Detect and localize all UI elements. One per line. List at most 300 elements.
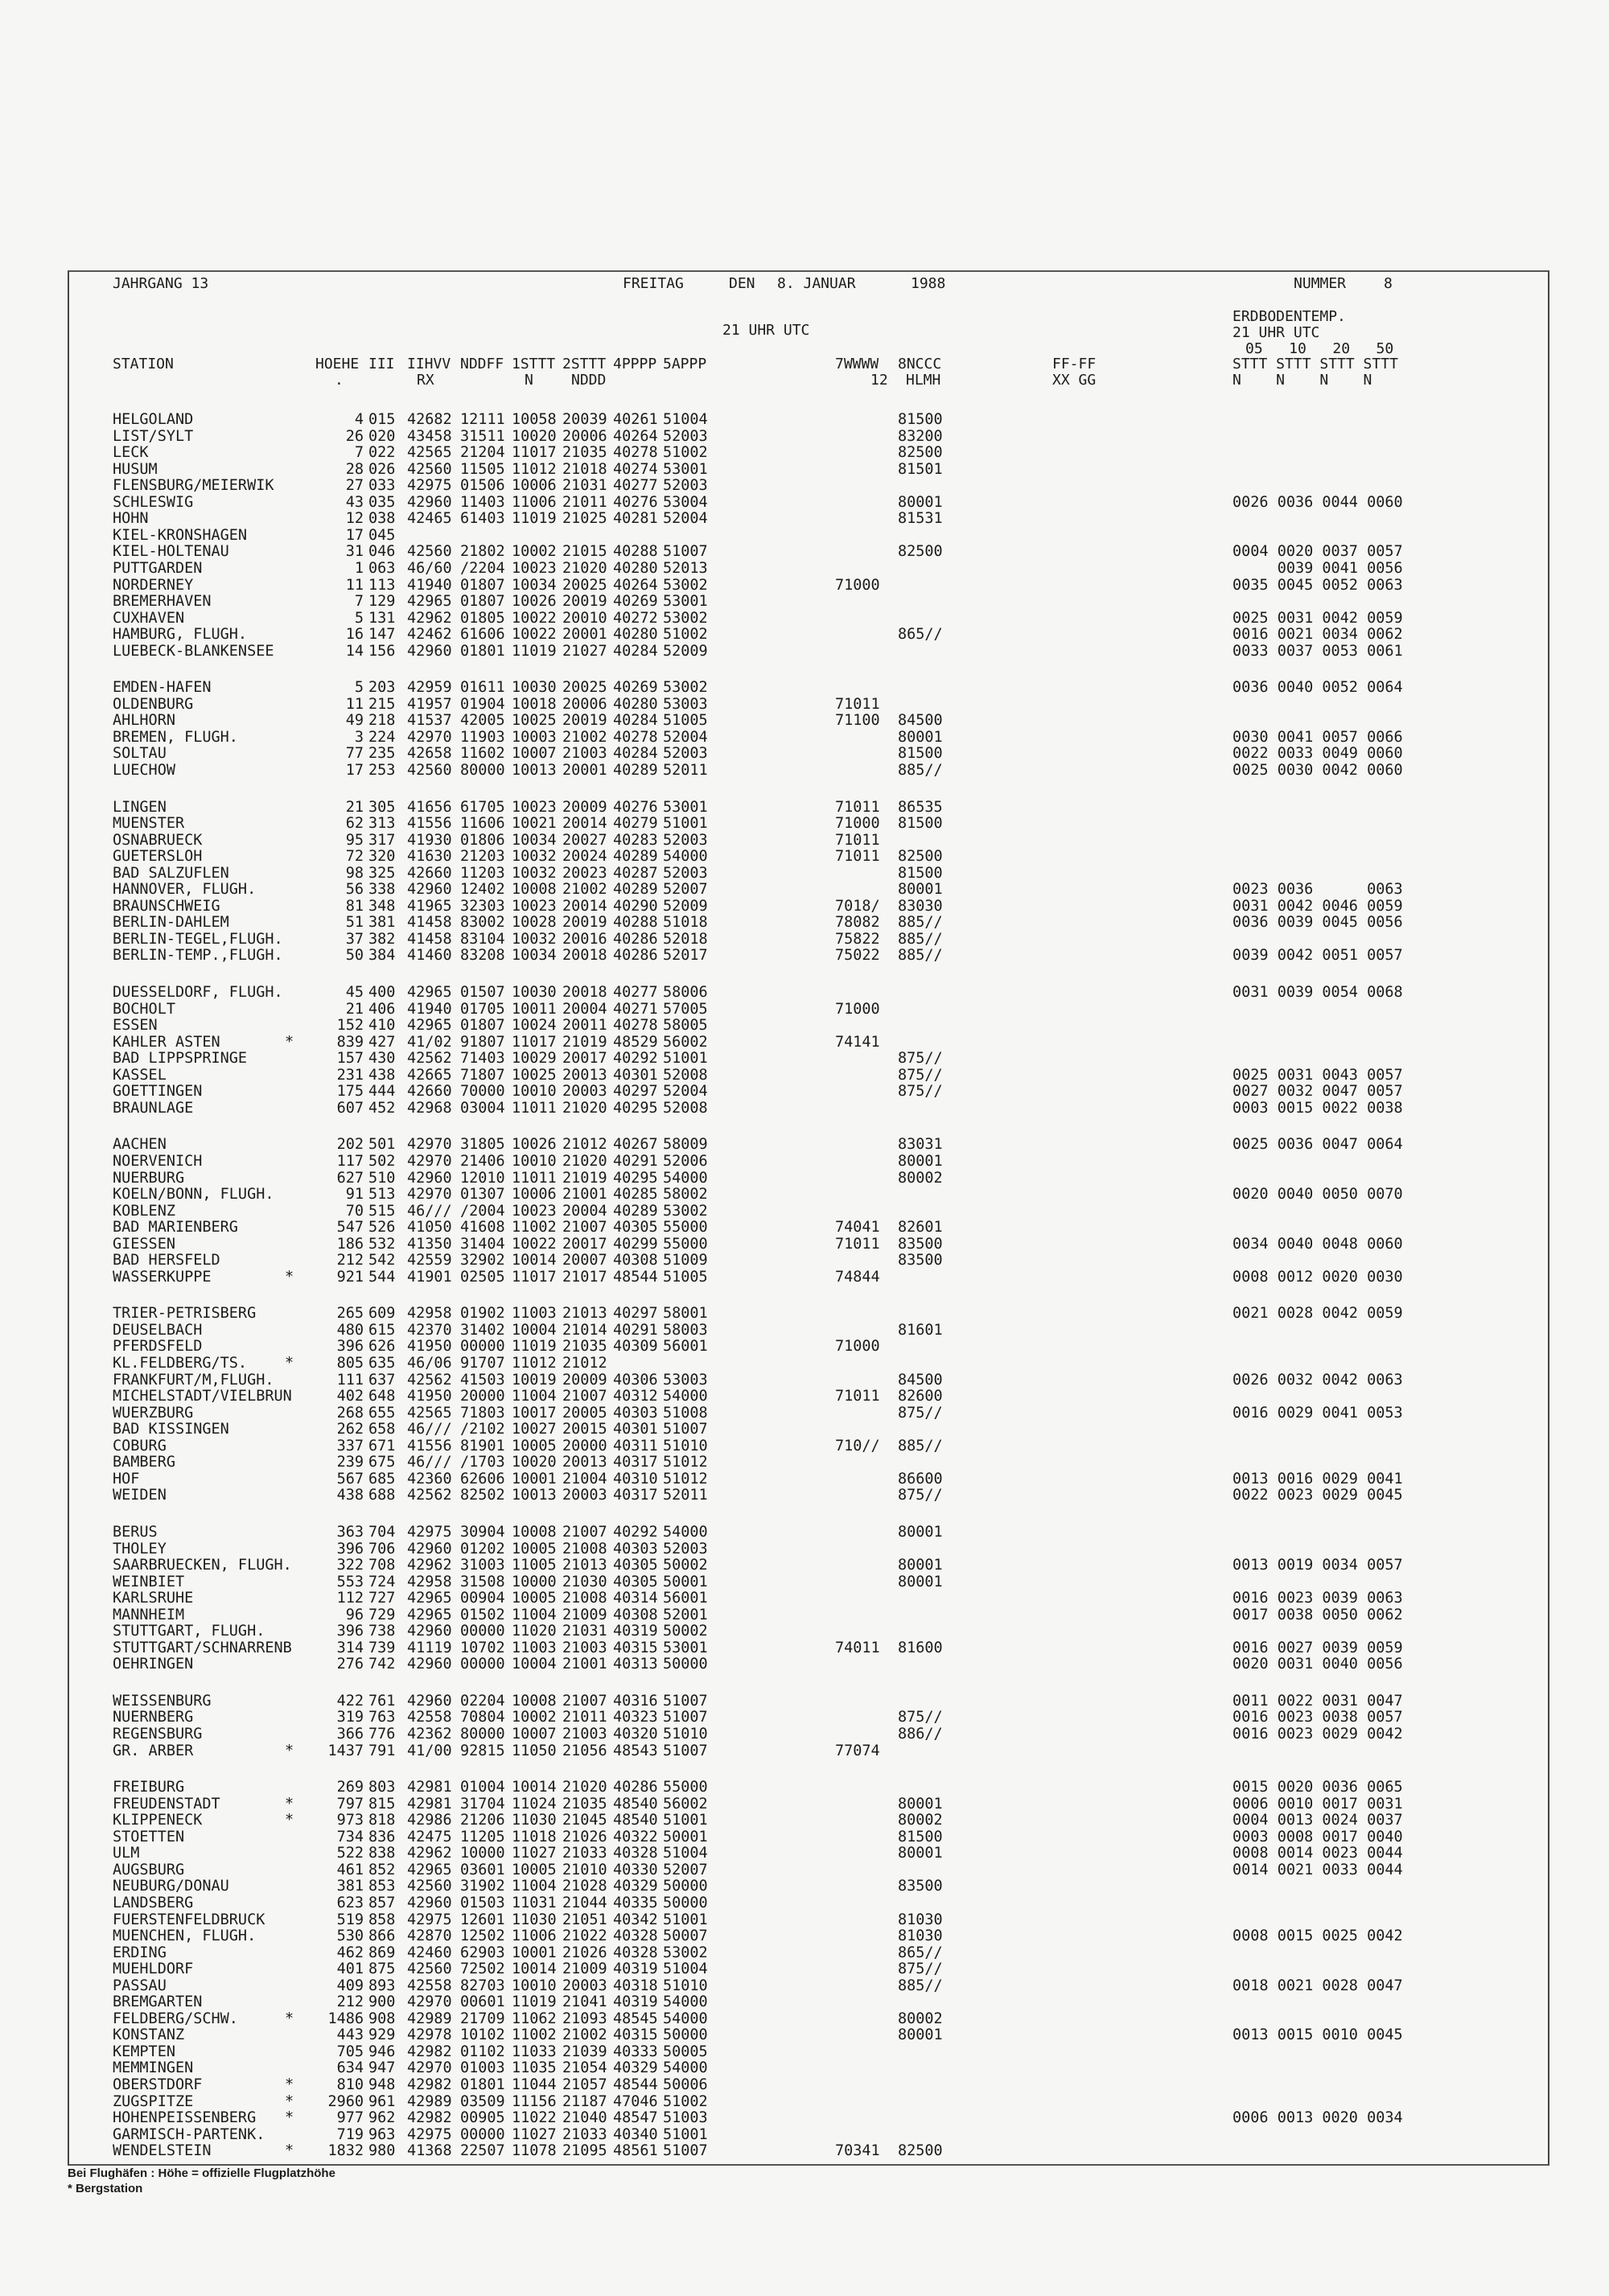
group-8nccc: 81500 bbox=[898, 815, 943, 832]
group-iihvv: 41/00 bbox=[407, 1743, 452, 1759]
group-1sttt: 10020 bbox=[512, 428, 557, 445]
table-row bbox=[69, 2093, 1548, 2110]
group-1sttt: 10004 bbox=[512, 1656, 557, 1673]
group-nddff: 21709 bbox=[460, 2010, 505, 2027]
weekday: FREITAG bbox=[623, 275, 684, 292]
station-name: LECK bbox=[113, 444, 149, 461]
group-5appp: 52013 bbox=[663, 560, 708, 577]
group-4pppp: 40277 bbox=[613, 984, 658, 1001]
group-2sttt: 21041 bbox=[562, 1994, 607, 2010]
station-name: HANNOVER, FLUGH. bbox=[113, 881, 257, 898]
group-5appp: 51001 bbox=[663, 2126, 708, 2143]
group-iihvv: 41537 bbox=[407, 712, 452, 729]
station-name: AHLHORN bbox=[113, 712, 175, 729]
group-nddff: 61403 bbox=[460, 510, 505, 527]
group-7wwww: 75022 bbox=[835, 947, 880, 964]
group-8nccc: 885// bbox=[898, 914, 943, 931]
table-row bbox=[69, 2059, 1548, 2076]
group-iihvv: 42965 bbox=[407, 1017, 452, 1034]
group-8nccc: 84500 bbox=[898, 712, 943, 729]
table-row bbox=[69, 1034, 1548, 1051]
group-2sttt: 21026 bbox=[562, 1829, 607, 1845]
group-2sttt: 20010 bbox=[562, 610, 607, 627]
group-8nccc: 885// bbox=[898, 931, 943, 948]
group-4pppp: 40297 bbox=[613, 1305, 658, 1322]
group-1sttt: 11002 bbox=[512, 2026, 557, 2043]
group-8nccc: 875// bbox=[898, 1050, 943, 1067]
group-5appp: 51008 bbox=[663, 1405, 708, 1422]
group-iihvv: 42665 bbox=[407, 1067, 452, 1084]
group-8nccc: 83500 bbox=[898, 1236, 943, 1253]
station-height: 319 bbox=[336, 1709, 364, 1726]
group-4pppp: 40303 bbox=[613, 1541, 658, 1557]
group-iihvv: 42965 bbox=[407, 984, 452, 1001]
group-2sttt: 21007 bbox=[562, 1219, 607, 1236]
group-iihvv: 42460 bbox=[407, 1944, 452, 1961]
mountain-station-mark: * bbox=[285, 1796, 294, 1813]
group-nddff: 21406 bbox=[460, 1153, 505, 1170]
group-7wwww: 71000 bbox=[835, 577, 880, 594]
station-name: OBERSTDORF bbox=[113, 2076, 203, 2093]
station-height: 366 bbox=[336, 1726, 364, 1743]
station-name: REGENSBURG bbox=[113, 1726, 203, 1743]
mountain-station-mark: * bbox=[285, 1269, 294, 1286]
group-4pppp: 40267 bbox=[613, 1136, 658, 1153]
group-5appp: 56001 bbox=[663, 1338, 708, 1355]
station-height: 14 bbox=[345, 643, 364, 660]
group-1sttt: 10034 bbox=[512, 832, 557, 849]
group-nddff: 01807 bbox=[460, 1017, 505, 1034]
station-name: ZUGSPITZE bbox=[113, 2093, 194, 2110]
group-5appp: 51007 bbox=[663, 543, 708, 560]
group-iihvv: 42975 bbox=[407, 1524, 452, 1541]
station-name: MUENSTER bbox=[113, 815, 185, 832]
group-5appp: 52004 bbox=[663, 510, 708, 527]
station-number: 045 bbox=[368, 527, 396, 544]
group-2sttt: 20009 bbox=[562, 799, 607, 816]
group-1sttt: 11078 bbox=[512, 2142, 557, 2159]
station-name: BREMGARTEN bbox=[113, 1994, 203, 2010]
group-nddff: 10702 bbox=[460, 1640, 505, 1656]
group-8nccc: 81030 bbox=[898, 1928, 943, 1944]
station-height: 5 bbox=[354, 679, 364, 696]
group-1sttt: 11011 bbox=[512, 1100, 557, 1117]
group-5appp: 54000 bbox=[663, 1388, 708, 1405]
table-row bbox=[69, 712, 1548, 729]
station-number: 038 bbox=[368, 510, 396, 527]
group-4pppp: 40305 bbox=[613, 1574, 658, 1590]
group-2sttt: 20016 bbox=[562, 931, 607, 948]
group-iihvv: 42986 bbox=[407, 1812, 452, 1829]
group-nddff: 41608 bbox=[460, 1219, 505, 1236]
station-height: 4 bbox=[354, 411, 364, 428]
group-2sttt: 20013 bbox=[562, 1454, 607, 1471]
station-number: 648 bbox=[368, 1388, 396, 1405]
station-name: LINGEN bbox=[113, 799, 167, 816]
group-4pppp: 40303 bbox=[613, 1405, 658, 1422]
observation-time: 21 UHR UTC bbox=[722, 322, 810, 339]
station-number: 063 bbox=[368, 560, 396, 577]
group-2sttt: 21022 bbox=[562, 1928, 607, 1944]
group-1sttt: 10005 bbox=[512, 1541, 557, 1557]
group-5appp: 51004 bbox=[663, 411, 708, 428]
group-5appp: 52003 bbox=[663, 745, 708, 762]
group-5appp: 53004 bbox=[663, 494, 708, 511]
group-1sttt: 10005 bbox=[512, 1590, 557, 1607]
station-number: 738 bbox=[368, 1623, 396, 1640]
group-5appp: 51010 bbox=[663, 1977, 708, 1994]
station-name: KIEL-HOLTENAU bbox=[113, 543, 229, 560]
station-name: FELDBERG/SCHW. bbox=[113, 2010, 238, 2027]
group-5appp: 51002 bbox=[663, 2093, 708, 2110]
station-name: MEMMINGEN bbox=[113, 2059, 194, 2076]
station-name: WUERZBURG bbox=[113, 1405, 194, 1422]
group-1sttt: 11019 bbox=[512, 1338, 557, 1355]
group-4pppp: 40278 bbox=[613, 444, 658, 461]
station-height: 634 bbox=[336, 2059, 364, 2076]
table-row bbox=[69, 984, 1548, 1001]
group-2sttt: 20006 bbox=[562, 696, 607, 713]
group-5appp: 52003 bbox=[663, 477, 708, 494]
group-1sttt: 10014 bbox=[512, 1961, 557, 1977]
group-8nccc: 80001 bbox=[898, 2026, 943, 2043]
group-nddff: 01102 bbox=[460, 2043, 505, 2060]
table-row bbox=[69, 2043, 1548, 2060]
group-2sttt: 21003 bbox=[562, 1726, 607, 1743]
group-1sttt: 11006 bbox=[512, 494, 557, 511]
station-name: LUECHOW bbox=[113, 762, 175, 779]
station-number: 658 bbox=[368, 1421, 396, 1438]
station-height: 31 bbox=[345, 543, 364, 560]
table-row bbox=[69, 1895, 1548, 1911]
mountain-station-mark: * bbox=[285, 2109, 294, 2126]
group-1sttt: 10034 bbox=[512, 947, 557, 964]
soil-temperatures: 0025 0031 0042 0059 bbox=[1232, 610, 1403, 627]
col-soil-n: N N N N bbox=[1232, 372, 1372, 389]
soil-temp-title: ERDBODENTEMP. bbox=[1232, 308, 1346, 325]
group-2sttt: 21010 bbox=[562, 1862, 607, 1878]
station-number: 015 bbox=[368, 411, 396, 428]
table-row bbox=[69, 477, 1548, 494]
station-height: 1437 bbox=[327, 1743, 364, 1759]
group-1sttt: 10030 bbox=[512, 679, 557, 696]
group-2sttt: 20027 bbox=[562, 832, 607, 849]
station-number: 815 bbox=[368, 1796, 396, 1813]
group-iihvv: 42960 bbox=[407, 1541, 452, 1557]
group-2sttt: 21019 bbox=[562, 1034, 607, 1051]
station-name: KASSEL bbox=[113, 1067, 167, 1084]
group-nddff: 81901 bbox=[460, 1438, 505, 1455]
table-row bbox=[69, 1693, 1548, 1710]
station-number: 637 bbox=[368, 1372, 396, 1389]
station-number: 739 bbox=[368, 1640, 396, 1656]
group-4pppp: 40286 bbox=[613, 931, 658, 948]
soil-temperatures: 0035 0045 0052 0063 bbox=[1232, 577, 1403, 594]
station-name: STUTTGART/SCHNARRENB bbox=[113, 1640, 292, 1656]
group-7wwww: 71000 bbox=[835, 1001, 880, 1018]
table-row bbox=[69, 832, 1548, 849]
group-nddff: 21802 bbox=[460, 543, 505, 560]
group-7wwww: 71011 bbox=[835, 1388, 880, 1405]
table-row bbox=[69, 1524, 1548, 1541]
group-iihvv: 41556 bbox=[407, 815, 452, 832]
group-iihvv: 46/// bbox=[407, 1454, 452, 1471]
group-8nccc: 875// bbox=[898, 1083, 943, 1100]
group-nddff: 11203 bbox=[460, 865, 505, 882]
group-5appp: 53002 bbox=[663, 1944, 708, 1961]
table-row bbox=[69, 1017, 1548, 1034]
station-name: NOERVENICH bbox=[113, 1153, 203, 1170]
station-height: 43 bbox=[345, 494, 364, 511]
group-2sttt: 21187 bbox=[562, 2093, 607, 2110]
station-number: 671 bbox=[368, 1438, 396, 1455]
group-4pppp: 40280 bbox=[613, 696, 658, 713]
station-name: FREUDENSTADT bbox=[113, 1796, 220, 1813]
group-nddff: 00905 bbox=[460, 2109, 505, 2126]
group-2sttt: 21025 bbox=[562, 510, 607, 527]
group-nddff: 01805 bbox=[460, 610, 505, 627]
station-height: 7 bbox=[354, 593, 364, 610]
station-name: FUERSTENFELDBRUCK bbox=[113, 1911, 265, 1928]
group-5appp: 50000 bbox=[663, 1656, 708, 1673]
group-1sttt: 10022 bbox=[512, 1236, 557, 1253]
station-name: BAMBERG bbox=[113, 1454, 175, 1471]
station-height: 17 bbox=[345, 762, 364, 779]
group-2sttt: 21030 bbox=[562, 1574, 607, 1590]
group-4pppp: 40317 bbox=[613, 1454, 658, 1471]
group-4pppp: 40329 bbox=[613, 1878, 658, 1895]
station-name: BERUS bbox=[113, 1524, 158, 1541]
group-4pppp: 40269 bbox=[613, 593, 658, 610]
group-1sttt: 10022 bbox=[512, 626, 557, 643]
group-4pppp: 40305 bbox=[613, 1557, 658, 1574]
group-5appp: 54000 bbox=[663, 848, 708, 865]
group-4pppp: 40276 bbox=[613, 799, 658, 816]
group-5appp: 50000 bbox=[663, 1878, 708, 1895]
station-number: 253 bbox=[368, 762, 396, 779]
group-7wwww: 710// bbox=[835, 1438, 880, 1455]
station-number: 147 bbox=[368, 626, 396, 643]
group-8nccc: 80002 bbox=[898, 1812, 943, 1829]
group-5appp: 53002 bbox=[663, 1203, 708, 1220]
station-height: 202 bbox=[336, 1136, 364, 1153]
group-8nccc: 865// bbox=[898, 1944, 943, 1961]
group-4pppp: 40286 bbox=[613, 947, 658, 964]
station-height: 734 bbox=[336, 1829, 364, 1845]
table-row bbox=[69, 881, 1548, 898]
group-1sttt: 10011 bbox=[512, 1001, 557, 1018]
table-row bbox=[69, 1170, 1548, 1187]
col-iihvv-sub: RX bbox=[417, 372, 434, 389]
group-1sttt: 10023 bbox=[512, 898, 557, 915]
station-height: 839 bbox=[336, 1034, 364, 1051]
soil-temperatures: 0020 0040 0050 0070 bbox=[1232, 1186, 1403, 1203]
group-nddff: 11205 bbox=[460, 1829, 505, 1845]
group-nddff: 83002 bbox=[460, 914, 505, 931]
group-nddff: 62606 bbox=[460, 1471, 505, 1487]
station-name: BOCHOLT bbox=[113, 1001, 175, 1018]
soil-temperatures: 0003 0015 0022 0038 bbox=[1232, 1100, 1403, 1117]
col-ffff: FF-FF bbox=[1052, 356, 1097, 372]
group-nddff: 32303 bbox=[460, 898, 505, 915]
group-1sttt: 10001 bbox=[512, 1944, 557, 1961]
group-1sttt: 10007 bbox=[512, 1726, 557, 1743]
group-4pppp: 40299 bbox=[613, 1236, 658, 1253]
group-5appp: 52003 bbox=[663, 1541, 708, 1557]
group-5appp: 51002 bbox=[663, 444, 708, 461]
group-8nccc: 80001 bbox=[898, 1574, 943, 1590]
station-number: 818 bbox=[368, 1812, 396, 1829]
group-2sttt: 21003 bbox=[562, 745, 607, 762]
group-4pppp: 40328 bbox=[613, 1845, 658, 1862]
table-row bbox=[69, 1372, 1548, 1389]
station-height: 21 bbox=[345, 799, 364, 816]
station-name: BAD SALZUFLEN bbox=[113, 865, 229, 882]
group-8nccc: 885// bbox=[898, 947, 943, 964]
station-height: 607 bbox=[336, 1100, 364, 1117]
station-number: 215 bbox=[368, 696, 396, 713]
col-2sttt-sub: NDDD bbox=[571, 372, 607, 389]
station-number: 729 bbox=[368, 1607, 396, 1623]
group-4pppp: 40301 bbox=[613, 1067, 658, 1084]
group-5appp: 51007 bbox=[663, 1709, 708, 1726]
group-5appp: 53002 bbox=[663, 679, 708, 696]
group-4pppp: 40305 bbox=[613, 1219, 658, 1236]
table-row bbox=[69, 543, 1548, 560]
station-number: 203 bbox=[368, 679, 396, 696]
station-name: COBURG bbox=[113, 1438, 167, 1455]
group-5appp: 58003 bbox=[663, 1322, 708, 1339]
group-2sttt: 21002 bbox=[562, 881, 607, 898]
group-1sttt: 11003 bbox=[512, 1305, 557, 1322]
group-2sttt: 21014 bbox=[562, 1322, 607, 1339]
group-2sttt: 21002 bbox=[562, 729, 607, 746]
station-height: 422 bbox=[336, 1693, 364, 1710]
station-name: STOETTEN bbox=[113, 1829, 185, 1845]
group-8nccc: 81600 bbox=[898, 1640, 943, 1656]
station-number: 776 bbox=[368, 1726, 396, 1743]
group-4pppp: 40312 bbox=[613, 1388, 658, 1405]
group-2sttt: 21035 bbox=[562, 444, 607, 461]
group-nddff: 61606 bbox=[460, 626, 505, 643]
group-iihvv: 42560 bbox=[407, 762, 452, 779]
soil-depths: 05 10 20 50 bbox=[1245, 340, 1394, 357]
group-nddff: 31511 bbox=[460, 428, 505, 445]
group-nddff: 02505 bbox=[460, 1269, 505, 1286]
group-1sttt: 11012 bbox=[512, 1355, 557, 1372]
group-nddff: 82703 bbox=[460, 1977, 505, 1994]
group-4pppp: 48540 bbox=[613, 1796, 658, 1813]
group-4pppp: 40342 bbox=[613, 1911, 658, 1928]
soil-temperatures: 0016 0023 0029 0042 bbox=[1232, 1726, 1403, 1743]
group-nddff: 21206 bbox=[460, 1812, 505, 1829]
station-height: 16 bbox=[345, 626, 364, 643]
station-number: 348 bbox=[368, 898, 396, 915]
group-5appp: 52011 bbox=[663, 1487, 708, 1504]
group-2sttt: 21054 bbox=[562, 2059, 607, 2076]
group-iihvv: 41957 bbox=[407, 696, 452, 713]
group-1sttt: 10010 bbox=[512, 1153, 557, 1170]
group-4pppp: 40280 bbox=[613, 560, 658, 577]
soil-temperatures: 0011 0022 0031 0047 bbox=[1232, 1693, 1403, 1710]
group-4pppp: 40328 bbox=[613, 1928, 658, 1944]
soil-temperatures: 0008 0012 0020 0030 bbox=[1232, 1269, 1403, 1286]
station-name: GIESSEN bbox=[113, 1236, 175, 1253]
station-height: 797 bbox=[336, 1796, 364, 1813]
station-number: 791 bbox=[368, 1743, 396, 1759]
group-1sttt: 10004 bbox=[512, 1322, 557, 1339]
table-row bbox=[69, 762, 1548, 779]
group-5appp: 52001 bbox=[663, 1607, 708, 1623]
group-iihvv: 42960 bbox=[407, 494, 452, 511]
group-iihvv: 42989 bbox=[407, 2093, 452, 2110]
group-1sttt: 11031 bbox=[512, 1895, 557, 1911]
group-nddff: 12402 bbox=[460, 881, 505, 898]
group-1sttt: 10003 bbox=[512, 729, 557, 746]
group-5appp: 58002 bbox=[663, 1186, 708, 1203]
group-4pppp: 40281 bbox=[613, 510, 658, 527]
group-5appp: 58006 bbox=[663, 984, 708, 1001]
group-4pppp: 40323 bbox=[613, 1709, 658, 1726]
table-row bbox=[69, 1779, 1548, 1796]
station-height: 56 bbox=[345, 881, 364, 898]
group-1sttt: 11004 bbox=[512, 1878, 557, 1895]
station-height: 175 bbox=[336, 1083, 364, 1100]
group-4pppp: 40289 bbox=[613, 881, 658, 898]
group-7wwww: 71011 bbox=[835, 848, 880, 865]
station-height: 363 bbox=[336, 1524, 364, 1541]
group-iihvv: 42968 bbox=[407, 1100, 452, 1117]
station-height: 977 bbox=[336, 2109, 364, 2126]
group-1sttt: 10008 bbox=[512, 881, 557, 898]
station-name: KARLSRUHE bbox=[113, 1590, 194, 1607]
station-name: SOLTAU bbox=[113, 745, 167, 762]
station-number: 761 bbox=[368, 1693, 396, 1710]
group-1sttt: 11030 bbox=[512, 1812, 557, 1829]
group-7wwww: 71000 bbox=[835, 1338, 880, 1355]
group-2sttt: 21018 bbox=[562, 461, 607, 478]
group-nddff: 00601 bbox=[460, 1994, 505, 2010]
table-row bbox=[69, 444, 1548, 461]
station-number: 626 bbox=[368, 1338, 396, 1355]
col-1sttt: 1STTT bbox=[512, 356, 556, 372]
group-4pppp: 40315 bbox=[613, 2026, 658, 2043]
group-5appp: 51005 bbox=[663, 1269, 708, 1286]
station-number: 156 bbox=[368, 643, 396, 660]
station-number: 381 bbox=[368, 914, 396, 931]
station-name: KONSTANZ bbox=[113, 2026, 185, 2043]
group-8nccc: 82600 bbox=[898, 1388, 943, 1405]
group-iihvv: 42970 bbox=[407, 2059, 452, 2076]
station-height: 62 bbox=[345, 815, 364, 832]
group-1sttt: 11027 bbox=[512, 1845, 557, 1862]
group-8nccc: 83500 bbox=[898, 1252, 943, 1269]
group-5appp: 51012 bbox=[663, 1471, 708, 1487]
group-4pppp: 40288 bbox=[613, 543, 658, 560]
soil-temperatures: 0017 0038 0050 0062 bbox=[1232, 1607, 1403, 1623]
group-2sttt: 21039 bbox=[562, 2043, 607, 2060]
group-2sttt: 21035 bbox=[562, 1338, 607, 1355]
group-nddff: 31003 bbox=[460, 1557, 505, 1574]
group-5appp: 55000 bbox=[663, 1779, 708, 1796]
group-2sttt: 21007 bbox=[562, 1388, 607, 1405]
table-row bbox=[69, 610, 1548, 627]
mountain-station-mark: * bbox=[285, 1034, 294, 1051]
station-number: 980 bbox=[368, 2142, 396, 2159]
table-row bbox=[69, 1136, 1548, 1153]
group-iihvv: 42960 bbox=[407, 1656, 452, 1673]
group-4pppp: 40313 bbox=[613, 1656, 658, 1673]
